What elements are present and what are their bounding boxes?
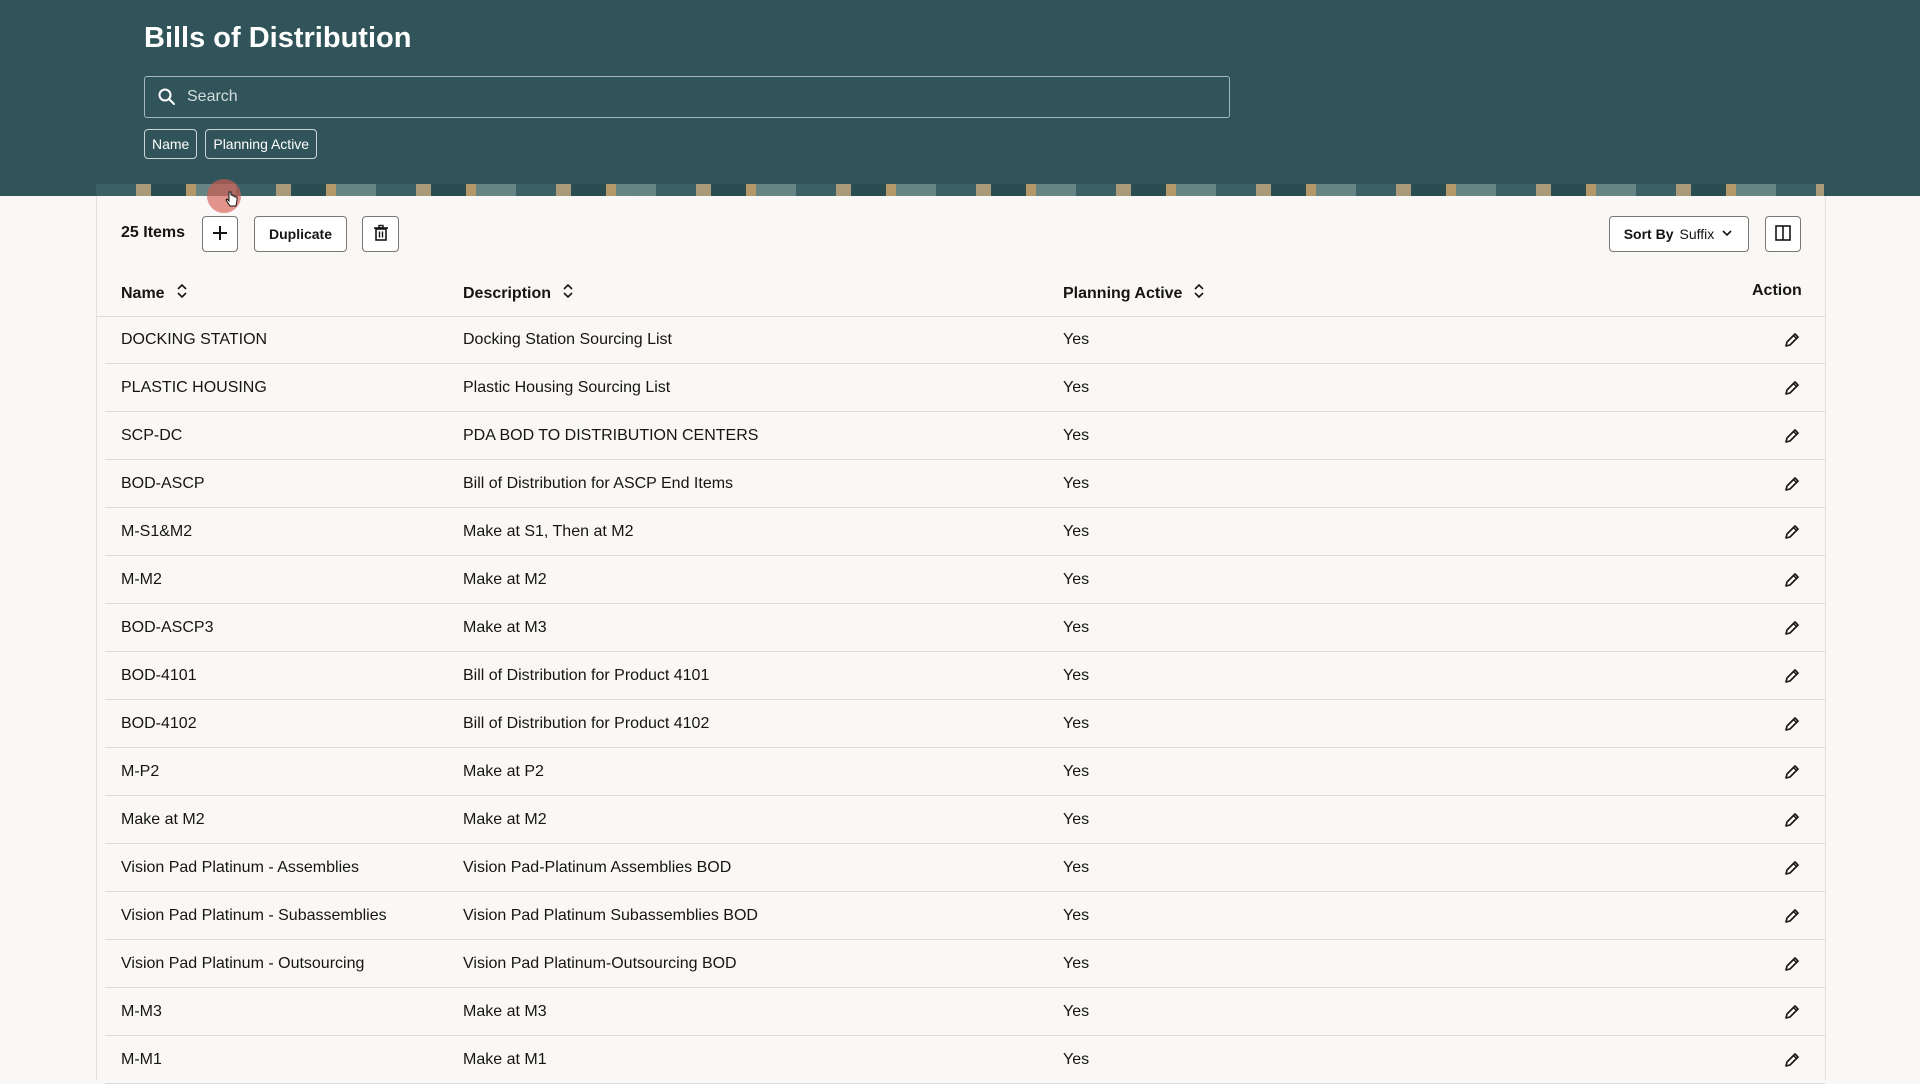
row-description: Make at M2 (463, 571, 547, 588)
row-description: Make at P2 (463, 763, 544, 780)
row-planning-active: Yes (1063, 475, 1090, 492)
columns-icon (1774, 224, 1792, 245)
row-planning-active: Yes (1063, 715, 1090, 732)
duplicate-button[interactable]: Duplicate (254, 216, 347, 252)
row-planning-active: Yes (1063, 523, 1090, 540)
row-name: Vision Pad Platinum - Outsourcing (121, 955, 365, 972)
table-toolbar (97, 196, 1825, 272)
pencil-icon[interactable] (1780, 424, 1804, 448)
pencil-icon[interactable] (1780, 472, 1804, 496)
pencil-icon[interactable] (1780, 328, 1804, 352)
table-row[interactable] (105, 1036, 1825, 1084)
table-panel (96, 196, 1826, 1080)
table-row[interactable] (105, 892, 1825, 940)
pencil-icon[interactable] (1780, 760, 1804, 784)
row-name: DOCKING STATION (121, 331, 268, 348)
column-header-name[interactable] (121, 282, 189, 305)
row-description: PDA BOD TO DISTRIBUTION CENTERS (463, 427, 759, 444)
row-description: Make at S1, Then at M2 (463, 523, 634, 540)
row-name: M-M1 (121, 1051, 162, 1068)
plus-icon (211, 224, 229, 245)
pencil-icon[interactable] (1780, 952, 1804, 976)
table-header (97, 272, 1825, 317)
table-row[interactable] (105, 652, 1825, 700)
row-planning-active: Yes (1063, 955, 1090, 972)
row-planning-active: Yes (1063, 379, 1090, 396)
sort-arrows-icon (561, 282, 575, 305)
table-row[interactable] (105, 988, 1825, 1036)
row-planning-active: Yes (1063, 907, 1090, 924)
column-header-label: Name (121, 284, 165, 302)
row-name: SCP-DC (121, 427, 183, 444)
row-planning-active: Yes (1063, 571, 1090, 588)
row-description: Bill of Distribution for Product 4101 (463, 667, 710, 684)
page-header (0, 0, 1920, 196)
column-header-description[interactable] (463, 282, 575, 305)
table-row[interactable] (105, 316, 1825, 364)
table-row[interactable] (105, 700, 1825, 748)
decorative-banner (96, 184, 1824, 196)
pencil-icon[interactable] (1780, 376, 1804, 400)
hand-cursor-icon (224, 190, 240, 215)
filter-chip-planning-active[interactable]: Planning Active (205, 129, 317, 159)
table-row[interactable] (105, 748, 1825, 796)
row-planning-active: Yes (1063, 859, 1090, 876)
table-row[interactable] (105, 604, 1825, 652)
row-description: Plastic Housing Sourcing List (463, 379, 671, 396)
table-row[interactable] (105, 556, 1825, 604)
chevron-down-icon (1720, 226, 1734, 243)
sort-value-label: Suffix (1679, 226, 1715, 242)
pencil-icon[interactable] (1780, 1048, 1804, 1072)
row-planning-active: Yes (1063, 667, 1090, 684)
pencil-icon[interactable] (1780, 856, 1804, 880)
pencil-icon[interactable] (1780, 808, 1804, 832)
row-name: BOD-ASCP3 (121, 619, 214, 636)
table-row[interactable] (105, 940, 1825, 988)
add-button[interactable] (202, 216, 238, 252)
pencil-icon[interactable] (1780, 664, 1804, 688)
row-name: BOD-4101 (121, 667, 197, 684)
row-description: Bill of Distribution for Product 4102 (463, 715, 710, 732)
pencil-icon[interactable] (1780, 616, 1804, 640)
sort-prefix-label: Sort By (1623, 226, 1674, 242)
search-icon (157, 87, 177, 112)
row-name: M-M3 (121, 1003, 162, 1020)
search-input[interactable] (187, 77, 1217, 117)
row-planning-active: Yes (1063, 331, 1090, 348)
row-planning-active: Yes (1063, 427, 1090, 444)
trash-icon (372, 224, 390, 245)
row-description: Make at M3 (463, 619, 547, 636)
row-name: M-P2 (121, 763, 160, 780)
row-description: Make at M1 (463, 1051, 547, 1068)
table-row[interactable] (105, 412, 1825, 460)
columns-button[interactable] (1765, 216, 1801, 252)
delete-button[interactable] (362, 216, 399, 252)
row-description: Make at M3 (463, 1003, 547, 1020)
row-description: Docking Station Sourcing List (463, 331, 672, 348)
row-planning-active: Yes (1063, 763, 1090, 780)
column-header-action (1752, 282, 1802, 300)
row-name: Make at M2 (121, 811, 205, 828)
table-row[interactable] (105, 844, 1825, 892)
table-row[interactable] (105, 508, 1825, 556)
row-planning-active: Yes (1063, 619, 1090, 636)
row-description: Make at M2 (463, 811, 547, 828)
table-body (97, 316, 1825, 1084)
column-header-planning-active[interactable] (1063, 282, 1206, 305)
row-name: Vision Pad Platinum - Assemblies (121, 859, 360, 876)
column-header-label: Action (1752, 282, 1802, 299)
column-header-label: Planning Active (1063, 284, 1183, 302)
table-row[interactable] (105, 796, 1825, 844)
row-description: Vision Pad-Platinum Assemblies BOD (463, 859, 732, 876)
column-header-label: Description (463, 284, 552, 302)
row-name: M-S1&M2 (121, 523, 193, 540)
filter-chips (144, 129, 317, 159)
row-name: BOD-4102 (121, 715, 197, 732)
row-name: PLASTIC HOUSING (121, 379, 267, 396)
row-name: M-M2 (121, 571, 162, 588)
item-count: 25 Items (121, 224, 186, 241)
pencil-icon[interactable] (1780, 1000, 1804, 1024)
filter-chip-name[interactable]: Name (144, 129, 197, 159)
sort-arrows-icon (1192, 282, 1206, 305)
row-description: Bill of Distribution for ASCP End Items (463, 475, 734, 492)
pencil-icon[interactable] (1780, 520, 1804, 544)
page-title: Bills of Distribution (144, 22, 412, 54)
sort-dropdown[interactable] (1609, 216, 1749, 252)
pencil-icon[interactable] (1780, 904, 1804, 928)
row-name: Vision Pad Platinum - Subassemblies (121, 907, 387, 924)
sort-arrows-icon (175, 282, 189, 305)
search-box[interactable] (144, 76, 1230, 118)
table-row[interactable] (105, 364, 1825, 412)
row-planning-active: Yes (1063, 811, 1090, 828)
row-planning-active: Yes (1063, 1051, 1090, 1068)
row-name: BOD-ASCP (121, 475, 205, 492)
table-row[interactable] (105, 460, 1825, 508)
pencil-icon[interactable] (1780, 712, 1804, 736)
row-description: Vision Pad Platinum Subassemblies BOD (463, 907, 758, 924)
row-description: Vision Pad Platinum-Outsourcing BOD (463, 955, 737, 972)
row-planning-active: Yes (1063, 1003, 1090, 1020)
pencil-icon[interactable] (1780, 568, 1804, 592)
